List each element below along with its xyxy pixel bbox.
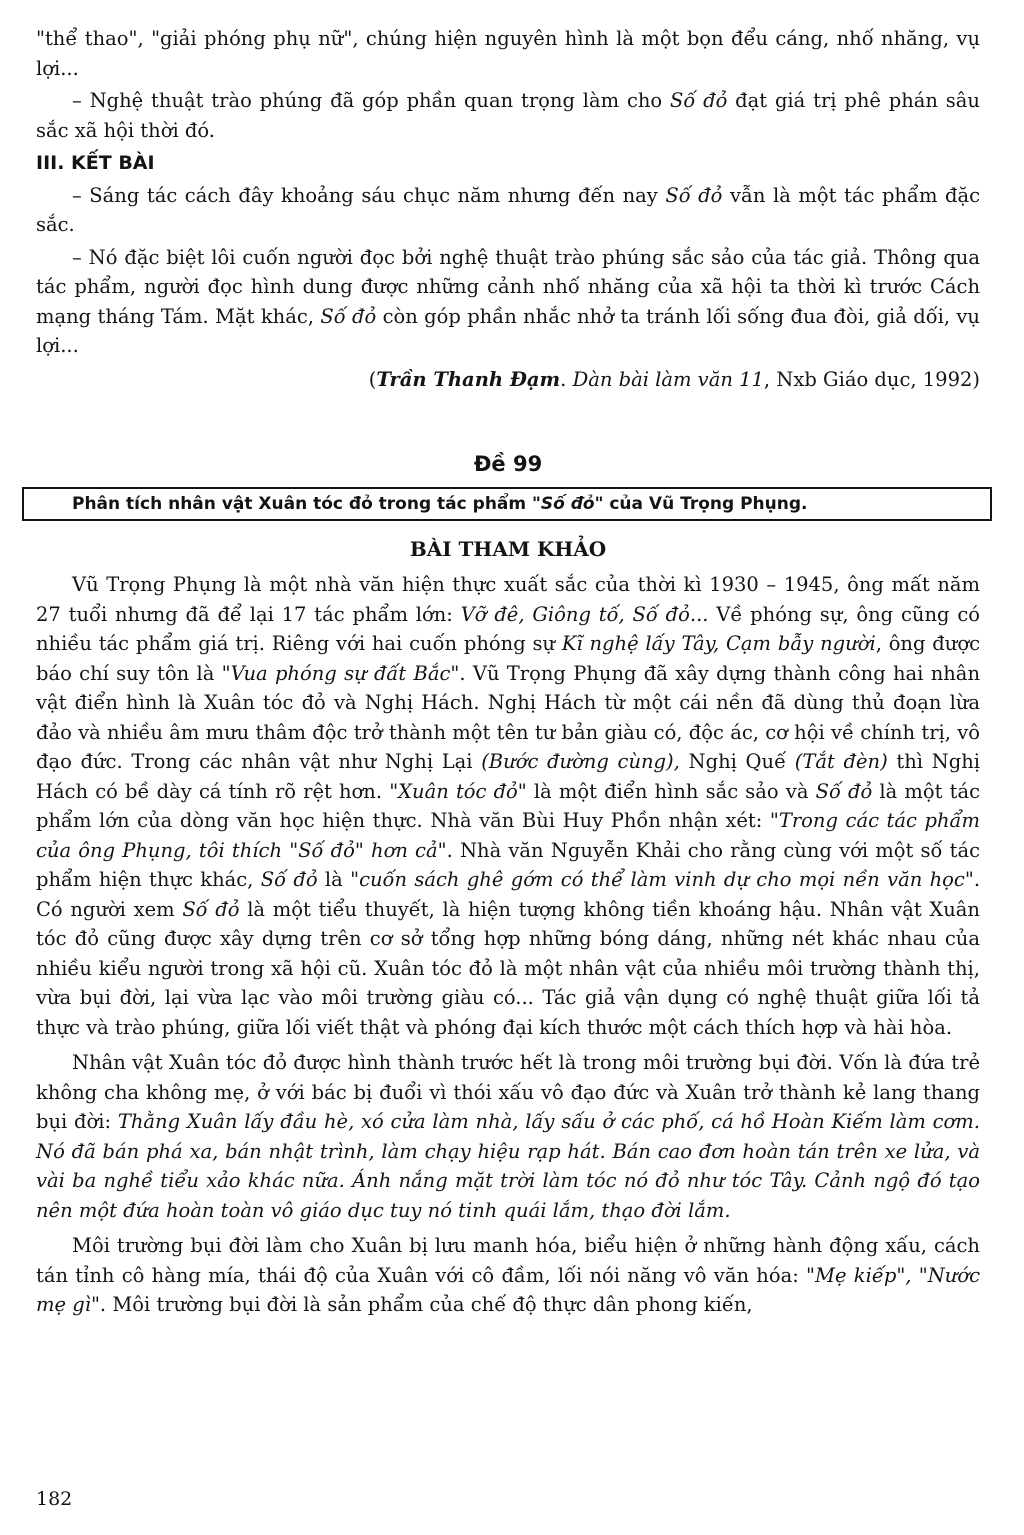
exercise-prompt-box: Phân tích nhân vật Xuân tóc đỏ trong tác phẩm "Số đỏ" của Vũ Trọng Phụng. [22,487,992,521]
paragraph-intro-continued: "thể thao", "giải phóng phụ nữ", chúng hiện nguyên hình là một bọn đểu cáng, nhố nhăng, vụ lợi... [36,27,980,80]
paragraph-body-1: Vũ Trọng Phụng là một nhà văn hiện thực xuất sắc của thời kì 1930 – 1945, ông mất năm 27 tuổi nhưng đã để lại 17 tác phẩm lớn: Vỡ đê, Giông tố, Số đỏ... Về phóng sự, ông cũng có nhiều tác phẩm giá trị. Riêng với hai cuốn phóng sự Kĩ nghệ lấy Tây, Cạm bẫy người, ông được báo chí suy tôn là "Vua phóng sự đất Bắc". Vũ Trọng Phụng đã xây dựng thành công hai nhân vật điển hình là Xuân tóc đỏ và Nghị Hách. Nghị Hách từ một cái nền đã dùng thủ đoạn lừa đảo và nhiều âm mưu thâm độc trở thành một tên tư bản giàu có, độc ác, cơ hội về chính trị, vô đạo đức. Trong các nhân vật như Nghị Lại (Bước đường cùng), Nghị Quế (Tắt đèn) thì Nghị Hách có bề dày cá tính rõ rệt hơn. "Xuân tóc đỏ" là một điển hình sắc sảo và Số đỏ là một tác phẩm lớn của dòng văn học hiện thực. Nhà văn Bùi Huy Phồn nhận xét: "Trong các tác phẩm của ông Phụng, tôi thích "Số đỏ" hơn cả". Nhà văn Nguyễn Khải cho rằng cùng với một số tác phẩm hiện thực khác, Số đỏ là "cuốn sách ghê gớm có thể làm vinh dự cho mọi nền văn học". Có người xem Số đỏ là một tiểu thuyết, là hiện tượng không tiền khoáng hậu. Nhân vật Xuân tóc đỏ cũng được xây dựng trên cơ sở tổng hợp những bóng dáng, những nét khác nhau của nhiều kiểu người trong xã hội cũ. Xuân tóc đỏ là một nhân vật của nhiều môi trường thành thị, vừa bụi đời, lại vừa lạc vào môi trường giàu có... Tác giả vận dụng có nghệ thuật giữa lối tả thực và trào phúng, giữa lối viết thật và phóng đại kích thước một cách thích hợp và hài hòa. [36,573,981,1039]
reference-essay-body [36,570,980,1320]
paragraph-body-2: Nhân vật Xuân tóc đỏ được hình thành trước hết là trong môi trường bụi đời. Vốn là đứa trẻ không cha không mẹ, ở với bác bị đuổi vì thói xấu vô đạo đức và Xuân trở thành kẻ lang thang bụi đời: Thằng Xuân lấy đầu hè, xó cửa làm nhà, lấy sấu ở các phố, cá hồ Hoàn Kiếm làm cơm. Nó đã bán phá xa, bán nhật trình, làm chạy hiệu rạp hát. Bán cao đơn hoàn tán trên xe lửa, và vài ba nghề tiểu xảo khác nữa. Ánh nắng mặt trời làm tóc nó đỏ như tóc Tây. Cảnh ngộ đó tạo nên một đứa hoàn toàn vô giáo dục tuy nó tinh quái lắm, thạo đời lắm. [36,1051,980,1222]
paragraph-sang-tac: – Sáng tác cách đây khoảng sáu chục năm nhưng đến nay Số đỏ vẫn là một tác phẩm đặc sắc. [36,183,981,236]
paragraph-body-3: Môi trường bụi đời làm cho Xuân bị lưu manh hóa, biểu hiện ở những hành động xấu, cách tán tỉnh cô hàng mía, thái độ của Xuân với cô đầm, lối nói năng vô văn hóa: "Mẹ kiếp", "Nước mẹ gì". Môi trường bụi đời là sản phẩm của chế độ thực dân phong kiến, [36,1234,981,1316]
paragraph-loi-cuon: – Nó đặc biệt lôi cuốn người đọc bởi nghệ thuật trào phúng sắc sảo của tác giả. Thông qua tác phẩm, người đọc hình dung được những cảnh nhố nhăng của xã hội ta thời kì trước Cách mạng tháng Tám. Mặt khác, Số đỏ còn góp phần nhắc nhở ta tránh lối sống đua đòi, giả dối, vụ lợi... [36,245,980,357]
previous-essay-ending [36,24,980,394]
page-number: 182 [36,1488,73,1510]
exercise-title: Đề 99 [473,452,543,476]
section-heading-ket-bai: III. KẾT BÀI [36,152,155,174]
citation: (Trần Thanh Đạm. Dàn bài làm văn 11, Nxb Giáo dục, 1992) [368,367,980,391]
reference-title: BÀI THAM KHẢO [409,537,607,561]
paragraph-satire-art: – Nghệ thuật trào phúng đã góp phần quan trọng làm cho Số đỏ đạt giá trị phê phán sâu sắc xã hội thời đó. [36,89,980,142]
